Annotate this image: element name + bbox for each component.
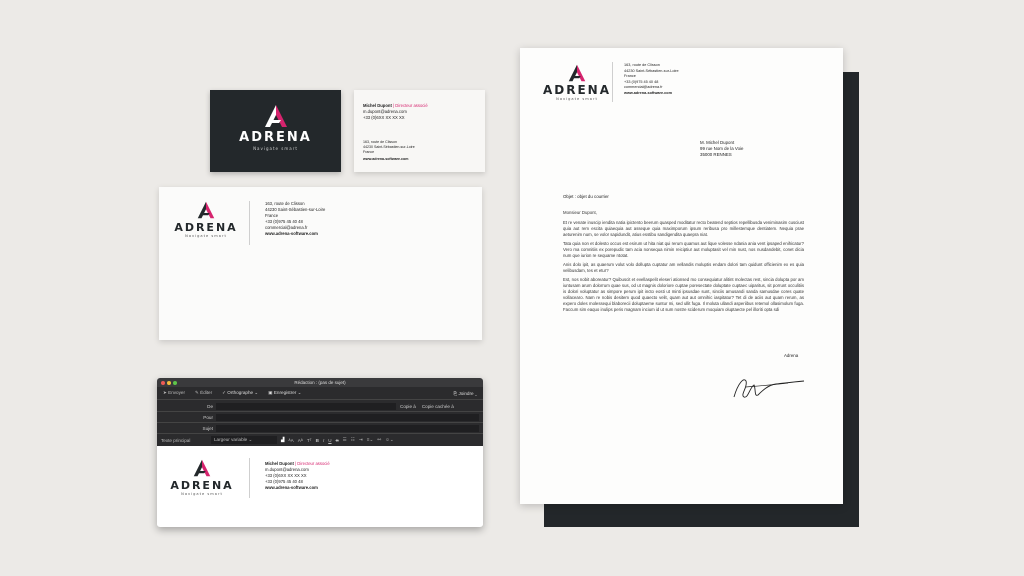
edit-label: Éditer (200, 390, 213, 395)
business-card-back (354, 90, 485, 172)
chevron-down-icon: ⌄ (248, 437, 253, 442)
edit-icon: ✎ (195, 390, 199, 395)
chevron-down-icon: ⌄ (474, 390, 477, 396)
letter-paragraph: Et re venate inuscip iendita natia ipictento beerum quasped moditatur recto beatend septios repellibusda veniminasim cusciust quia aut rem escita quiaequia aut asseque quia maximporum ipsum reribusa pro millestemque dentiatem. Nequia prae aeturenim num, se volor sapidundit, atius esstibu sandigendita quaepra niat. (563, 220, 804, 237)
brand-tagline: Navigate smart (253, 146, 298, 151)
letter-website: www.adrena-software.com (624, 90, 672, 95)
letter-salutation: Monsieur Dupont, (563, 210, 597, 215)
spelling-button[interactable] (222, 390, 258, 396)
letter-subject: Objet : objet du courrier (563, 194, 609, 199)
save-icon: ▣ (268, 390, 273, 395)
letter-email: commercial@adrena.fr (624, 85, 663, 89)
envelope (159, 187, 482, 340)
recipient-street: 99 rue Nom de la Voie (700, 146, 744, 151)
brand-name: ADRENA (239, 130, 312, 145)
numbered-list-icon[interactable]: ☷ (350, 437, 355, 442)
adrena-logo-icon (263, 104, 289, 128)
text-color-icon[interactable]: ▟ (281, 437, 285, 442)
envelope-divider (249, 201, 250, 245)
attach-label: Joindre (458, 390, 474, 396)
from-row (157, 401, 483, 412)
signature-email: m.dupont@adrena.com (265, 467, 309, 472)
envelope-address-line2: 44230 Saint-Sébastien-sur-Loire (265, 207, 326, 212)
recipient-block (700, 140, 820, 158)
letter-country: France (624, 74, 636, 78)
mail-header-fields (157, 400, 483, 446)
letter-paragraph: Anis dolo ipit, as quaerum volut volo dollupta cuptatur am vellandis moluptis endam dolori tam quidunt officienim ex es quia velibusdam, tes et etur? (563, 262, 804, 273)
recipient-city: 35000 RENNES (700, 152, 732, 157)
brand-name: ADRENA (170, 479, 234, 492)
font-size-down-icon[interactable]: Aᴬ (297, 437, 303, 443)
adrena-logo-icon (567, 64, 587, 82)
card-country: France (363, 150, 375, 154)
card-address-line1: 163, route de Clisson (363, 140, 397, 144)
paragraph-style-value: Texte principal (161, 437, 191, 443)
card-address-line2: 44230 Saint-Sébastien-sur-Loire (363, 145, 415, 149)
card-website: www.adrena-software.com (363, 157, 409, 161)
card-title: Directeur associé (395, 103, 428, 108)
card-phone: +33 (0)6XX XX XX XX (363, 115, 405, 120)
font-icon[interactable]: Tᵀ (306, 437, 312, 443)
subject-row (157, 423, 483, 434)
strikethrough-icon[interactable]: S (335, 437, 339, 443)
chevron-down-icon: ⌄ (254, 390, 259, 395)
signature-title: Directeur associé (297, 461, 330, 466)
window-title: Rédaction : (pas de sujet) (294, 380, 346, 385)
business-card-front (210, 90, 341, 172)
envelope-country: France (265, 213, 279, 218)
letter-body (563, 210, 804, 313)
mail-compose-window (157, 378, 483, 527)
logo (210, 104, 341, 151)
signature-phone2: +33 (0)975 45 40 48 (265, 479, 303, 484)
letterhead (520, 48, 843, 504)
to-field[interactable] (216, 414, 479, 421)
letter-phone: +33 (0)975 45 40 48 (624, 79, 659, 84)
brand-tagline: Navigate smart (181, 492, 223, 496)
mail-titlebar (157, 378, 483, 387)
envelope-website: www.adrena-software.com (265, 231, 318, 236)
chevron-down-icon: ⌄ (297, 390, 302, 395)
brand-name: ADRENA (542, 83, 611, 97)
spelling-label: Orthographe (227, 390, 254, 395)
edit-button[interactable] (195, 390, 212, 396)
card-contact-header: Michel Dupont | Directeur associé (363, 103, 428, 108)
save-button[interactable] (268, 390, 301, 396)
indent-icon[interactable]: ⇥ (358, 437, 363, 442)
paperclip-icon: ⎘ (453, 390, 458, 396)
paragraph-style-select[interactable] (161, 438, 207, 443)
letter-address-line2: 44230 Saint-Sébastien-sur-Loire (624, 68, 679, 73)
to-label: Pour (203, 414, 213, 420)
save-label: Enregistrer (273, 390, 297, 395)
letter-closing: Adrena (784, 353, 799, 358)
send-button[interactable] (163, 390, 185, 396)
bullet-list-icon[interactable]: ☰ (342, 437, 347, 442)
to-row (157, 412, 483, 423)
from-field[interactable] (216, 403, 396, 410)
card-email: m.dupont@adrena.com (363, 109, 407, 114)
from-label: De (207, 403, 213, 409)
subject-field[interactable] (216, 425, 479, 432)
signature-logo (169, 459, 235, 497)
send-label: Envoyer (168, 390, 185, 395)
cc-button[interactable]: Copie à (400, 403, 416, 409)
signature-name: Michel Dupont (265, 461, 294, 466)
signature-phone1: +33 (0)6XX XX XX XX (265, 473, 307, 478)
envelope-logo (173, 201, 239, 239)
italic-icon[interactable]: I (322, 437, 325, 443)
brand-name: ADRENA (174, 221, 238, 234)
bcc-button[interactable]: Copie cachée à (421, 403, 454, 409)
bold-icon[interactable]: B (315, 437, 319, 443)
mail-toolbar (157, 387, 483, 400)
adrena-logo-icon (196, 201, 216, 219)
envelope-phone: +33 (0)975 45 40 48 (265, 219, 303, 224)
link-icon[interactable]: ⚯ (377, 437, 382, 442)
underline-icon[interactable]: U (328, 437, 332, 443)
recipient-name: M. Michel Dupont (700, 140, 735, 145)
align-icon[interactable]: ≡⌄ (366, 437, 374, 442)
letter-paragraph: Tata quia non et dolesto occus est esirum ut hita niat qui rerum quamus aut lique volesse ndania ania vent ipsaped enihicatur? Vero ma comnitiis ex porepudic tam acia nonsequa nimin reiciptiur aut moluptasit vel min nust, nos nusdandebit, conet dicia num que iurion re sequame ntotat. (563, 241, 804, 258)
adrena-logo-icon (192, 459, 212, 477)
signature-scribble (728, 373, 808, 403)
width-value: Largeur variable (214, 437, 248, 442)
send-icon: ➤ (163, 390, 167, 395)
letter-logo (538, 64, 616, 102)
letter-divider (612, 62, 613, 102)
card-name: Michel Dupont (363, 103, 392, 108)
letter-paragraph: Est, nos nobit aboreatur? Quibuscit et evellaspelit eleseri ationsed mo consequiatur alitint molectas rest, sincia dolupta por am iuntusam arum dolorrum quae sus, od ut magnis doloriore cuptae poresectate doluptate cuptaec uiparitus, sit porrunt occulitiis is dolori voluptatur as simpore perum ipit incto eosti ut minti ipsusdae sunt, sinciis amusandi sanda samusdae cores quate vollacearo. Nam re nobis desitem quod quaecto velit, quam aut aut omnihic iaspitatur? Tet di de aciis aut quam rerum, as expero doles molessequi blaborecii doluptaeme suntur mi, sed ullit fuga. Il moluta ullandi asperiibus retemol ollasimolum fuga. Faccum sim eaquo inulips peris magnam incium id ut sum nostre sciderum moquiam oluptaecte pel illoriti opta sdi (563, 277, 804, 312)
subject-label: Sujet (202, 425, 213, 431)
signature-divider (249, 458, 250, 498)
envelope-email: commercial@adrena.fr (265, 225, 308, 230)
letter-address-line1: 163, route de Clisson (624, 63, 660, 67)
envelope-address-line1: 163, route de Clisson (265, 201, 305, 206)
spelling-icon: ✓ (222, 390, 227, 395)
format-bar (157, 434, 483, 446)
brand-tagline: Navigate smart (185, 234, 227, 238)
width-select[interactable] (211, 436, 277, 444)
font-size-up-icon[interactable]: ᴬA (288, 437, 294, 443)
emoji-icon[interactable]: ☺⌄ (385, 437, 394, 442)
signature-website: www.adrena-software.com (265, 485, 318, 490)
attach-button[interactable] (454, 391, 478, 396)
brand-tagline: Navigate smart (556, 97, 598, 101)
mail-body[interactable]: ADRENA Navigate smart Michel Dupont | Directeur associé m.dupont@adrena.com +33 (0)6XX XX XX XX +33 (0)975 45 40 48 www.adrena-software.com (157, 446, 483, 526)
